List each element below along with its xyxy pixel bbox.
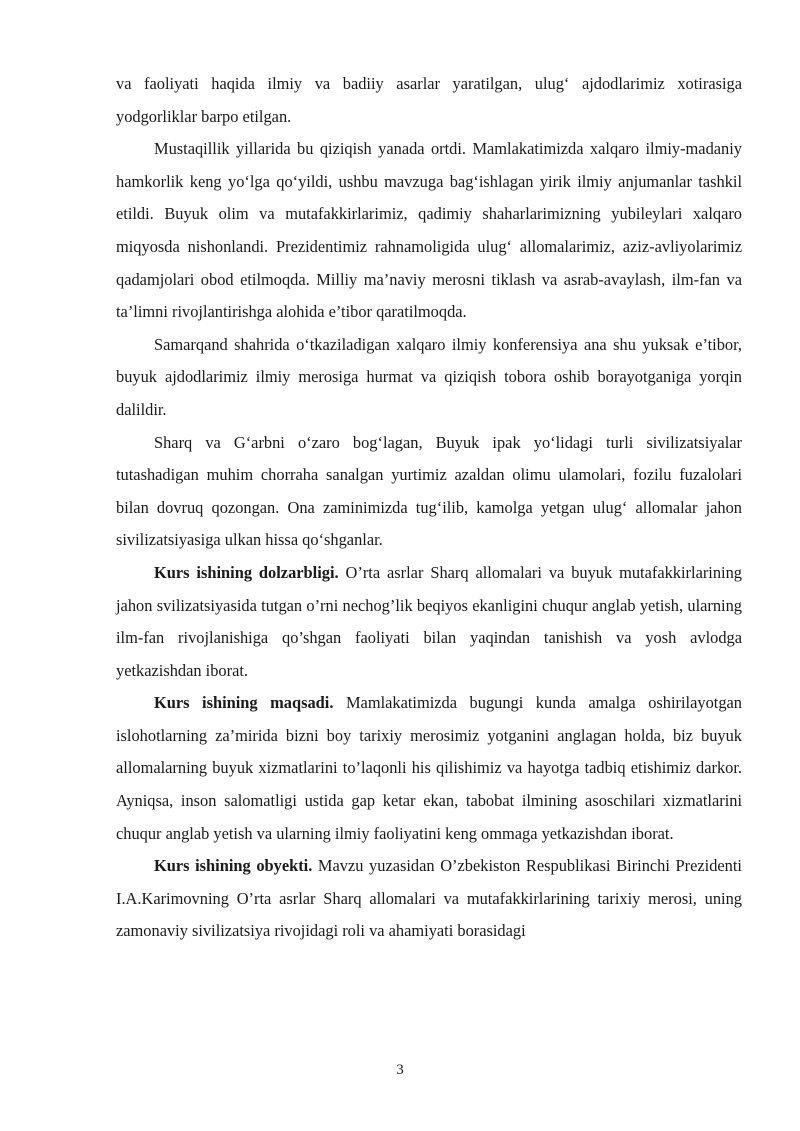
paragraph-samarkand-conference [116, 329, 742, 427]
paragraph-heading-object: Kurs ishining obyekti. [154, 856, 313, 876]
paragraph-text: Samarqand shahrida o‘tkaziladigan xalqaro ilmiy konferensiya ana shu yuksak e’tibor, buyuk ajdodlarimiz ilmiy merosiga hurmat va qiziqish tobora oshib borayotganiga yorqin dalildir. [116, 334, 742, 419]
paragraph-text: O’rta asrlar Sharq allomalari va buyuk mutafakkirlarining jahon svilizatsiyasida tutgan o’rni nechog’lik beqiyos ekanligini chuqur anglab yetish, ularning ilm-fan rivojlanishiga qo’shgan faoliyati bilan yaqindan tanishish va yosh avlodga yetkazishdan iborat. [116, 562, 742, 680]
paragraph-relevance [116, 557, 742, 687]
paragraph-text: Mamlakatimizda bugungi kunda amalga oshirilayotgan islohotlarning za’mirida bizni boy tarixiy merosimiz yotganini anglagan holda, biz buyuk allomalarning buyuk xizmatlarini to’laqonli his qilishimiz va hayotga tadbiq etishimiz darkor. Ayniqsa, inson salomatligi ustida gap ketar ekan, tabobat ilmining asoschilari xizmatlarini chuqur anglab yetish va ularning ilmiy faoliyatini keng ommaga yetkazishdan iborat. [116, 693, 742, 843]
paragraph-text: Mustaqillik yillarida bu qiziqish yanada ortdi. Mamlakatimizda xalqaro ilmiy-madaniy hamkorlik keng yo‘lga qo‘yildi, ushbu mavzuga bag‘ishlagan yirik ilmiy anjumanlar tashkil etildi. Buyuk olim va mutafakkirlarimiz, qadimiy shaharlarimizning yubileylari xalqaro miqyosda nishonlandi. Prezidentimiz rahnamoligida ulug‘ allomalarimiz, aziz-avliyolarimiz qadamjolari obod etilmoqda. Milliy ma’naviy merosni tiklash va asrab-avaylash, ilm-fan va ta’limni rivojlantirishga alohida e’tibor qaratilmoqda. [116, 139, 742, 322]
paragraph-intro-continuation [116, 68, 742, 133]
page-number: 3 [396, 1062, 404, 1078]
paragraph-independence-years [116, 133, 742, 329]
paragraph-object [116, 850, 742, 948]
paragraph-text: Mavzu yuzasidan O’zbekiston Respublikasi Birinchi Prezidenti I.A.Karimovning O’rta asrlar Sharq allomalari va mutafakkirlarining tarixiy merosi, uning zamonaviy sivilizatsiya rivojidagi roli va ahamiyati borasidagi [116, 856, 742, 941]
document-page [116, 68, 742, 948]
paragraph-text: Sharq va G‘arbni o‘zaro bog‘lagan, Buyuk ipak yo‘lidagi turli sivilizatsiyalar tutashadigan muhim chorraha sanalgan yurtimiz azaldan olimu ulamolari, fozilu fuzalolari bilan dovruq qozongan. Ona zaminimizda tug‘ilib, kamolga yetgan ulug‘ allomalar jahon sivilizatsiyasiga ulkan hissa qo‘shganlar. [116, 432, 742, 550]
paragraph-heading-relevance: Kurs ishining dolzarbligi. [154, 562, 339, 582]
paragraph-goal [116, 687, 742, 850]
paragraph-heading-goal: Kurs ishining maqsadi. [154, 693, 334, 713]
paragraph-text: va faoliyati haqida ilmiy va badiiy asarlar yaratilgan, ulug‘ ajdodlarimiz xotirasiga yodgorliklar barpo etilgan. [116, 74, 742, 126]
paragraph-east-west [116, 427, 742, 557]
